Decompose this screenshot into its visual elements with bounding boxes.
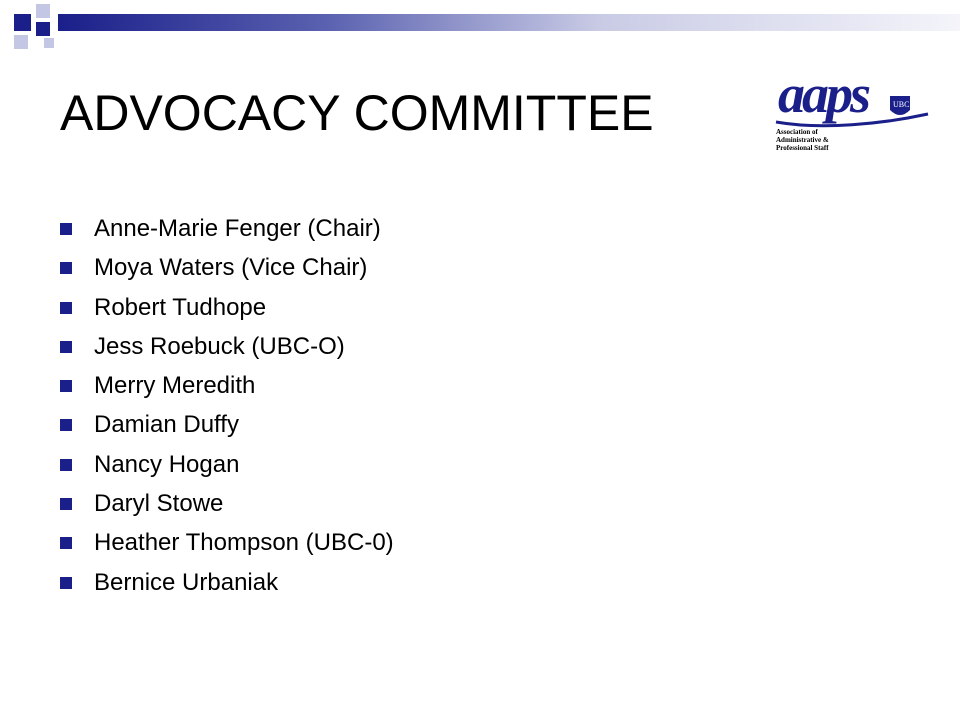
- logo-subtitle-line: Administrative &: [776, 136, 829, 144]
- list-item: [60, 563, 394, 602]
- member-name: Moya Waters (Vice Chair): [94, 254, 368, 282]
- list-item: [60, 248, 394, 287]
- logo-subtitle-line: Professional Staff: [776, 144, 829, 152]
- member-name: Jess Roebuck (UBC-O): [94, 332, 345, 360]
- slide-title: ADVOCACY COMMITTEE: [60, 85, 654, 141]
- corner-square-light: [14, 35, 28, 49]
- square-bullet-icon: [60, 537, 72, 549]
- member-name: Nancy Hogan: [94, 450, 240, 478]
- corner-square-light: [44, 38, 54, 48]
- logo-subtitle-line: Association of: [776, 128, 818, 136]
- logo-ubc: UBC: [893, 100, 910, 109]
- square-bullet-icon: [60, 302, 72, 314]
- logo-wordmark: aaps: [778, 66, 869, 124]
- member-name: Bernice Urbaniak: [94, 568, 279, 596]
- list-item: [60, 366, 394, 405]
- square-bullet-icon: [60, 459, 72, 471]
- list-item: [60, 523, 394, 562]
- member-name: Damian Duffy: [94, 411, 239, 439]
- member-name: Merry Meredith: [94, 372, 256, 400]
- list-item: [60, 484, 394, 523]
- corner-square-dark: [36, 22, 50, 36]
- member-name: Robert Tudhope: [94, 293, 267, 321]
- square-bullet-icon: [60, 341, 72, 353]
- square-bullet-icon: [60, 262, 72, 274]
- square-bullet-icon: [60, 498, 72, 510]
- member-list: [60, 209, 394, 602]
- aaps-logo: [772, 66, 932, 156]
- ubc-shield-icon: [890, 96, 910, 115]
- list-item: [60, 327, 394, 366]
- list-item: [60, 405, 394, 444]
- square-bullet-icon: [60, 419, 72, 431]
- list-item: [60, 209, 394, 248]
- list-item: [60, 288, 394, 327]
- square-bullet-icon: [60, 223, 72, 235]
- corner-square-light: [36, 4, 50, 18]
- list-item: [60, 445, 394, 484]
- square-bullet-icon: [60, 380, 72, 392]
- corner-square-dark: [14, 14, 31, 31]
- square-bullet-icon: [60, 577, 72, 589]
- member-name: Heather Thompson (UBC-0): [94, 529, 394, 557]
- title-gradient-bar: [58, 14, 960, 31]
- member-name: Anne-Marie Fenger (Chair): [94, 215, 381, 242]
- member-name: Daryl Stowe: [94, 490, 224, 518]
